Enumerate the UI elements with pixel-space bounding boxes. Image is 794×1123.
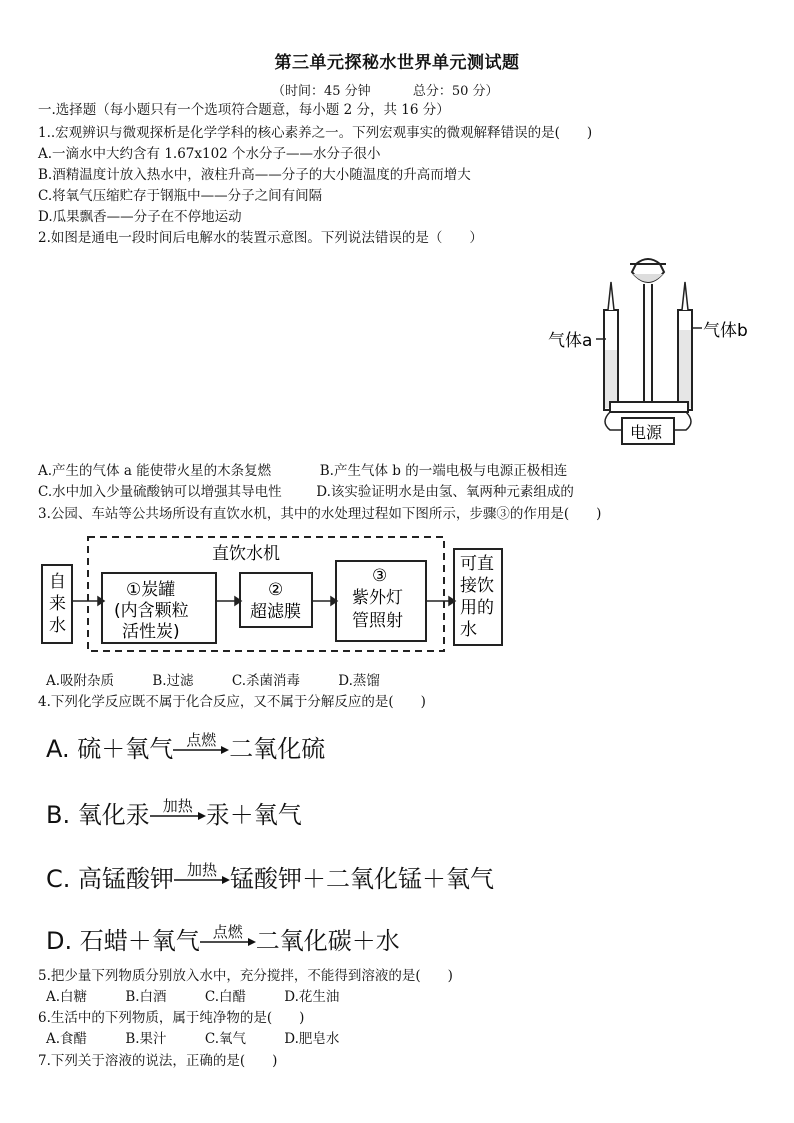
q4-c-condition: 加热 xyxy=(187,861,218,879)
q2-option-a: A.产生的气体 a 能使带火星的木条复燃 xyxy=(38,463,272,479)
q6-option-b: B.果汁 xyxy=(125,1031,167,1047)
reaction-arrow xyxy=(150,797,206,827)
q6-options xyxy=(46,1030,373,1048)
q1-option-d: D.瓜果飘香——分子在不停地运动 xyxy=(38,209,242,225)
q6-option-c: C.氧气 xyxy=(204,1031,246,1047)
q4-d-condition: 点燃 xyxy=(212,923,243,941)
step1-line-2: (内含颗粒 xyxy=(114,601,189,621)
step1-line-1: ①炭罐 xyxy=(126,580,176,600)
q4-a-reactants: A. 硫＋氧气 xyxy=(46,735,174,763)
q4-stem: 4.下列化学反应既不属于化合反应，又不属于分解反应的是( ) xyxy=(38,694,426,710)
section-heading: 一.选择题（每小题只有一个选项符合题意，每小题 2 分，共 16 分） xyxy=(38,102,450,118)
source-line-1: 自 xyxy=(49,572,66,592)
step3-line-1: ③ xyxy=(372,566,388,586)
q4-b-reactants: B. 氧化汞 xyxy=(46,801,150,829)
q4-option-a xyxy=(46,731,326,764)
q5-option-b: B.白酒 xyxy=(125,989,167,1005)
reaction-arrow xyxy=(174,861,230,891)
q5-option-c: C.白醋 xyxy=(204,989,246,1005)
electrolysis-diagram xyxy=(540,250,760,455)
output-line-3: 用的 xyxy=(460,598,494,618)
output-line-2: 接饮 xyxy=(460,576,494,596)
q4-d-reactants: D. 石蜡＋氧气 xyxy=(46,927,200,955)
q1-stem: 1..宏观辨识与微观探析是化学学科的核心素养之一。下列宏观事实的微观解释错误的是( ) xyxy=(38,125,593,141)
q6-stem: 6.生活中的下列物质，属于纯净物的是( ) xyxy=(38,1010,305,1026)
q2-options-row2 xyxy=(38,483,574,501)
q6-option-d: D.肥皂水 xyxy=(284,1031,340,1047)
q3-option-c: C.杀菌消毒 xyxy=(231,673,300,689)
step1-line-3: 活性炭) xyxy=(122,622,180,642)
q2-stem: 2.如图是通电一段时间后电解水的装置示意图。下列说法错误的是（ ） xyxy=(38,230,483,246)
q4-option-c xyxy=(46,861,495,894)
q4-option-d xyxy=(46,923,400,956)
q7-stem: 7.下列关于溶液的说法，正确的是( ) xyxy=(38,1053,278,1069)
exam-score: 总分：50 分） xyxy=(412,84,499,99)
q4-b-condition: 加热 xyxy=(162,797,193,815)
q3-option-a: A.吸附杂质 xyxy=(46,673,115,689)
step2-line-2: 超滤膜 xyxy=(250,602,301,622)
q3-option-d: D.蒸馏 xyxy=(338,673,380,689)
exam-meta xyxy=(272,80,537,99)
source-line-3: 水 xyxy=(49,616,66,636)
source-line-2: 来 xyxy=(49,594,66,614)
step3-line-2: 紫外灯 xyxy=(352,588,403,608)
machine-label: 直饮水机 xyxy=(212,544,280,564)
step3-line-3: 管照射 xyxy=(352,611,403,631)
q3-options xyxy=(46,672,414,690)
q1-option-b: B.酒精温度计放入热水中，液柱升高——分子的大小随温度的升高而增大 xyxy=(38,167,471,183)
q4-d-products: 二氧化碳＋水 xyxy=(255,927,400,955)
q2-options-row1 xyxy=(38,462,567,480)
q2-option-b: B.产生气体 b 的一端电极与电源正极相连 xyxy=(319,463,568,479)
power-label: 电源 xyxy=(630,423,663,442)
gas-b-label: 气体b xyxy=(703,321,748,341)
q4-c-products: 锰酸钾＋二氧化锰＋氧气 xyxy=(230,865,495,893)
water-machine-flow-diagram xyxy=(38,533,508,663)
q6-option-a: A.食醋 xyxy=(46,1031,88,1047)
q5-stem: 5.把少量下列物质分别放入水中，充分搅拌，不能得到溶液的是( ) xyxy=(38,968,453,984)
q4-a-products: 二氧化硫 xyxy=(229,735,326,763)
output-line-4: 水 xyxy=(460,620,477,640)
q1-option-a: A.一滴水中大约含有 1.67x102 个水分子——水分子很小 xyxy=(38,146,381,162)
q4-a-condition: 点燃 xyxy=(186,731,217,749)
reaction-arrow xyxy=(200,923,256,953)
gas-a-label: 气体a xyxy=(548,331,593,351)
q5-option-d: D.花生油 xyxy=(284,989,340,1005)
step2-line-1: ② xyxy=(268,580,284,600)
q4-c-reactants: C. 高锰酸钾 xyxy=(46,865,175,893)
q4-option-b xyxy=(46,797,302,830)
exam-time: （时间：45 分钟 xyxy=(272,84,371,99)
output-line-1: 可直 xyxy=(460,554,494,574)
q5-options xyxy=(46,988,373,1006)
q1-option-c: C.将氧气压缩贮存于钢瓶中——分子之间有间隔 xyxy=(38,188,323,204)
q3-option-b: B.过滤 xyxy=(152,673,194,689)
q4-b-products: 汞＋氧气 xyxy=(205,801,302,829)
q2-option-c: C.水中加入少量硫酸钠可以增强其导电性 xyxy=(38,484,282,500)
page-title: 第三单元探秘水世界单元测试题 xyxy=(274,53,520,73)
q3-stem: 3.公园、车站等公共场所设有直饮水机，其中的水处理过程如下图所示，步骤③的作用是( ) xyxy=(38,506,602,522)
reaction-arrow xyxy=(173,731,229,761)
q5-option-a: A.白糖 xyxy=(46,989,88,1005)
q2-option-d: D.该实验证明水是由氢、氧两种元素组成的 xyxy=(316,484,574,500)
